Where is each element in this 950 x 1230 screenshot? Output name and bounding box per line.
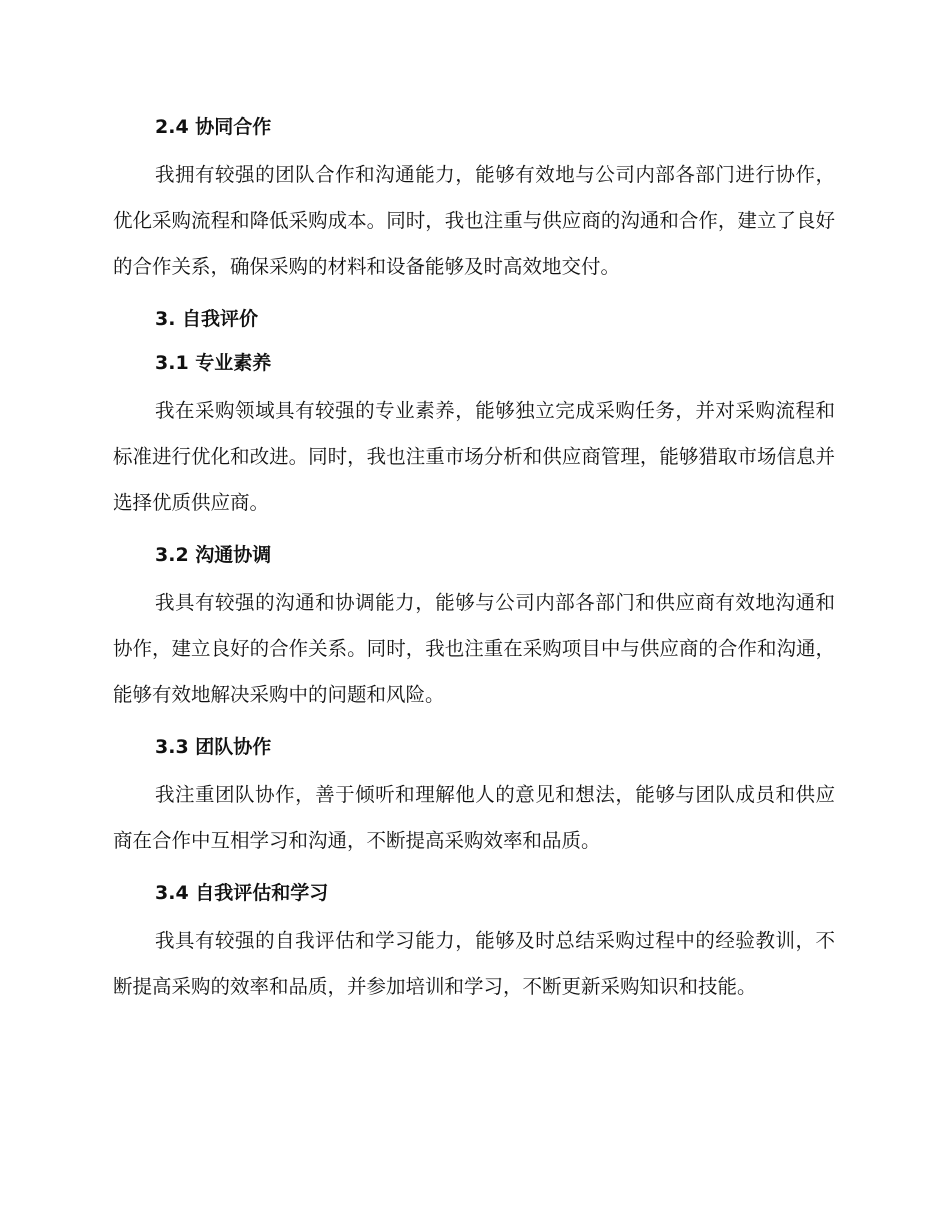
section-body-3-1: 我在采购领域具有较强的专业素养，能够独立完成采购任务，并对采购流程和标准进行优化和改进。同时，我也注重市场分析和供应商管理，能够猎取市场信息并选择优质供应商。 [113,399,835,514]
section-heading-2-4: 2.4 协同合作 [155,116,272,138]
section-heading-3-3: 3.3 团队协作 [155,736,272,758]
section-body-3-4: 我具有较强的自我评估和学习能力，能够及时总结采购过程中的经验教训，不断提高采购的效率和品质，并参加培训和学习，不断更新采购知识和技能。 [113,929,835,998]
section-heading-3-1: 3.1 专业素养 [155,352,272,374]
section-body-2-4: 我拥有较强的团队合作和沟通能力，能够有效地与公司内部各部门进行协作，优化采购流程和降低采购成本。同时，我也注重与供应商的沟通和合作，建立了良好的合作关系，确保采购的材料和设备能够及时高效地交付。 [113,163,835,278]
section-heading-3-4: 3.4 自我评估和学习 [155,882,329,904]
section-heading-3: 3. 自我评价 [155,308,259,330]
section-body-3-2: 我具有较强的沟通和协调能力，能够与公司内部各部门和供应商有效地沟通和协作，建立良好的合作关系。同时，我也注重在采购项目中与供应商的合作和沟通，能够有效地解决采购中的问题和风险。 [113,591,835,706]
document-content [113,112,835,1010]
section-heading-3-2: 3.2 沟通协调 [155,544,272,566]
section-body-3-3: 我注重团队协作，善于倾听和理解他人的意见和想法，能够与团队成员和供应商在合作中互相学习和沟通，不断提高采购效率和品质。 [113,783,835,852]
